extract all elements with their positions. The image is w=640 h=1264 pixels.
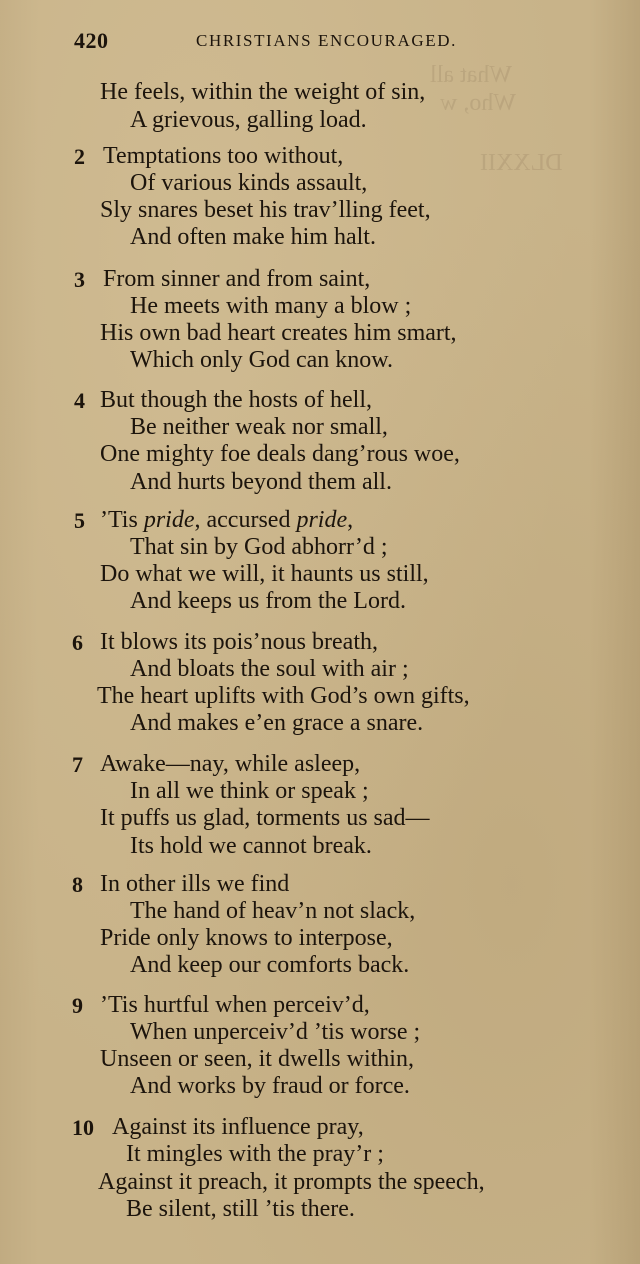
show-through-text: DLXXII — [480, 150, 563, 176]
verse-line: It puffs us glad, torments us sad— — [100, 805, 430, 831]
stanza-number: 7 — [72, 752, 83, 777]
verse-line: He feels, within the weight of sin, — [100, 79, 426, 105]
verse-line: The hand of heav’n not slack, — [130, 898, 416, 924]
show-through-text: What all — [430, 62, 512, 88]
stanza-number: 6 — [72, 630, 83, 655]
stanza-number: 4 — [74, 388, 85, 413]
verse-line: One mighty foe deals dang’rous woe, — [100, 441, 460, 467]
stanza-number: 2 — [74, 144, 85, 169]
verse-line: It blows its pois’nous breath, — [100, 629, 378, 655]
verse-line: In all we think or speak ; — [130, 778, 369, 804]
verse-line: Its hold we cannot break. — [130, 833, 372, 859]
emphasis-pride: pride — [143, 507, 195, 533]
verse-line: ’Tis hurtful when perceiv’d, — [100, 992, 370, 1018]
running-head: CHRISTIANS ENCOURAGED. — [196, 31, 457, 50]
page-header — [74, 28, 634, 58]
verse-line: Sly snares beset his trav’lling feet, — [100, 197, 431, 223]
verse-line: And keep our comforts back. — [130, 952, 410, 978]
verse-line: Pride only knows to interpose, — [100, 925, 393, 951]
verse-line: His own bad heart creates him smart, — [100, 320, 457, 346]
verse-line: And works by fraud or force. — [130, 1073, 410, 1099]
verse-text: , accursed — [194, 507, 297, 533]
stanza-number: 10 — [72, 1115, 94, 1140]
verse-line: Against it preach, it prompts the speech, — [98, 1169, 485, 1195]
stanza-number: 5 — [74, 508, 85, 533]
verse-line: And often make him halt. — [130, 224, 376, 250]
verse-line — [100, 508, 353, 532]
verse-line: Which only God can know. — [130, 347, 394, 373]
verse-line: Awake—nay, while asleep, — [100, 751, 361, 777]
verse-line: It mingles with the pray’r ; — [126, 1141, 384, 1167]
verse-line: He meets with many a blow ; — [130, 293, 412, 319]
verse-line: That sin by God abhorr’d ; — [130, 534, 388, 560]
verse-line: When unperceiv’d ’tis worse ; — [130, 1019, 421, 1045]
verse-line: But though the hosts of hell, — [100, 387, 372, 413]
verse-line: A grievous, galling load. — [130, 107, 367, 133]
verse-line: Do what we will, it haunts us still, — [100, 561, 429, 587]
stanza-number: 9 — [72, 993, 83, 1018]
emphasis-pride: pride — [296, 507, 348, 533]
verse-line: And keeps us from the Lord. — [130, 588, 406, 614]
stanza-number: 8 — [72, 872, 83, 897]
verse-line: Be neither weak nor small, — [130, 414, 388, 440]
verse-line: And hurts beyond them all. — [130, 469, 392, 495]
page-number: 420 — [74, 28, 109, 53]
verse-line: The heart uplifts with God’s own gifts, — [97, 683, 470, 709]
verse-line: From sinner and from saint, — [103, 266, 371, 292]
verse-line: Be silent, still ’tis there. — [126, 1196, 355, 1222]
verse-line: Temptations too without, — [103, 143, 344, 169]
verse-line: And bloats the soul with air ; — [130, 656, 409, 682]
verse-text: ’Tis — [100, 507, 144, 533]
verse-line: In other ills we find — [100, 871, 290, 897]
verse-line: Of various kinds assault, — [130, 170, 368, 196]
verse-line: Unseen or seen, it dwells within, — [100, 1046, 414, 1072]
verse-text: , — [347, 507, 354, 533]
stanza-number: 3 — [74, 267, 85, 292]
verse-line: And makes e’en grace a snare. — [130, 710, 424, 736]
verse-line: Against its influence pray, — [112, 1114, 364, 1140]
show-through-text: Who, w — [440, 90, 516, 116]
